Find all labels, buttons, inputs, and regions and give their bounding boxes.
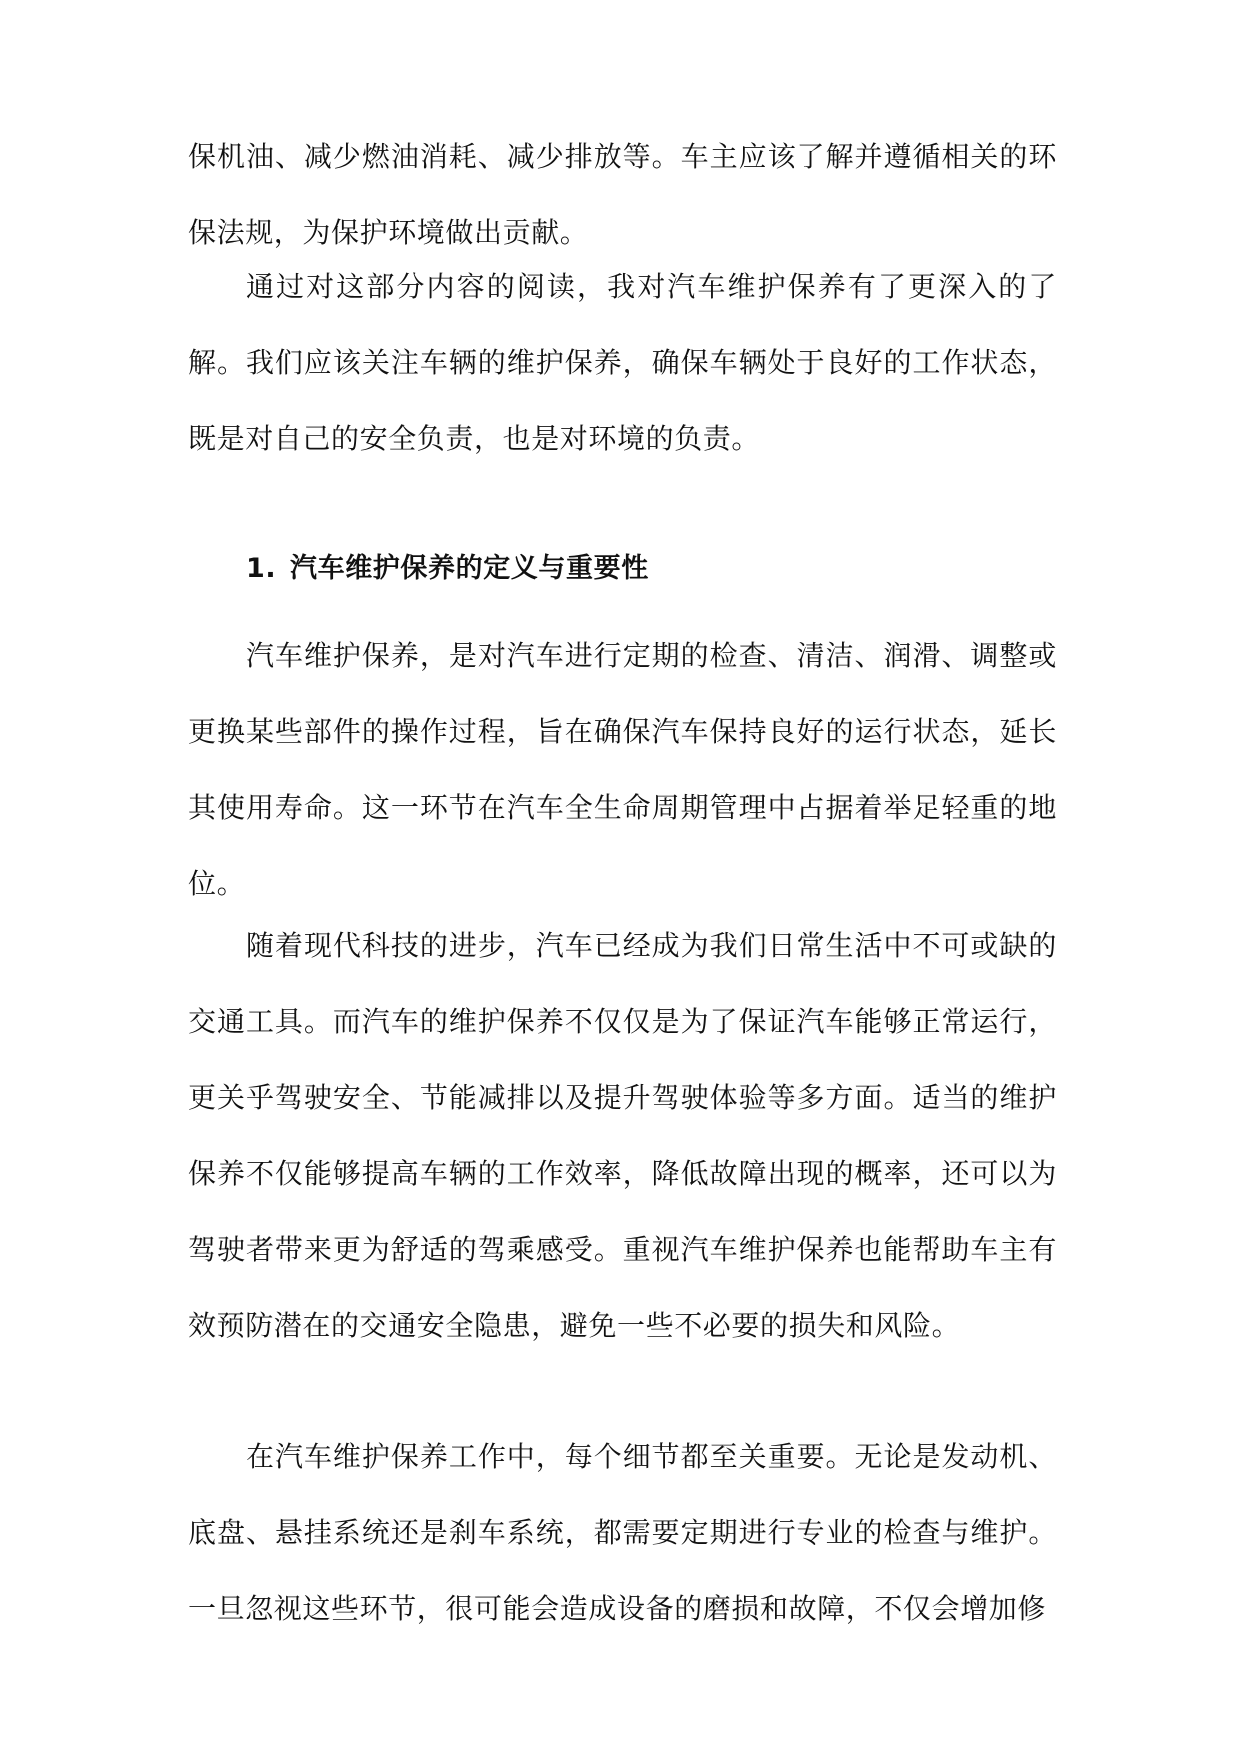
section-title: 汽车维护保养的定义与重要性 — [290, 553, 649, 584]
body-paragraph: 在汽车维护保养工作中，每个细节都至关重要。无论是发动机、底盘、悬挂系统还是刹车系统，都需要定期进行专业的检查与维护。一旦忽视这些环节，很可能会造成设备的磨损和故障，不仅会增加修 — [188, 1440, 1057, 1625]
body-paragraph: 保机油、减少燃油消耗、减少排放等。车主应该了解并遵循相关的环保法规，为保护环境做出贡献。 — [188, 140, 1057, 249]
body-paragraph: 通过对这部分内容的阅读，我对汽车维护保养有了更深入的了解。我们应该关注车辆的维护保养，确保车辆处于良好的工作状态，既是对自己的安全负责，也是对环境的负责。 — [188, 270, 1057, 455]
body-paragraph: 随着现代科技的进步，汽车已经成为我们日常生活中不可或缺的交通工具。而汽车的维护保养不仅仅是为了保证汽车能够正常运行，更关乎驾驶安全、节能减排以及提升驾驶体验等多方面。适当的维护保养不仅能够提高车辆的工作效率，降低故障出现的概率，还可以为驾驶者带来更为舒适的驾乘感受。重视汽车维护保养也能帮助车主有效预防潜在的交通安全隐患，避免一些不必要的损失和风险。 — [188, 929, 1057, 1342]
section-number: 1. — [246, 553, 277, 584]
section-heading — [246, 531, 1057, 607]
body-paragraph: 汽车维护保养，是对汽车进行定期的检查、清洁、润滑、调整或更换某些部件的操作过程，旨在确保汽车保持良好的运行状态，延长其使用寿命。这一环节在汽车全生命周期管理中占据着举足轻重的地位。 — [188, 639, 1057, 900]
